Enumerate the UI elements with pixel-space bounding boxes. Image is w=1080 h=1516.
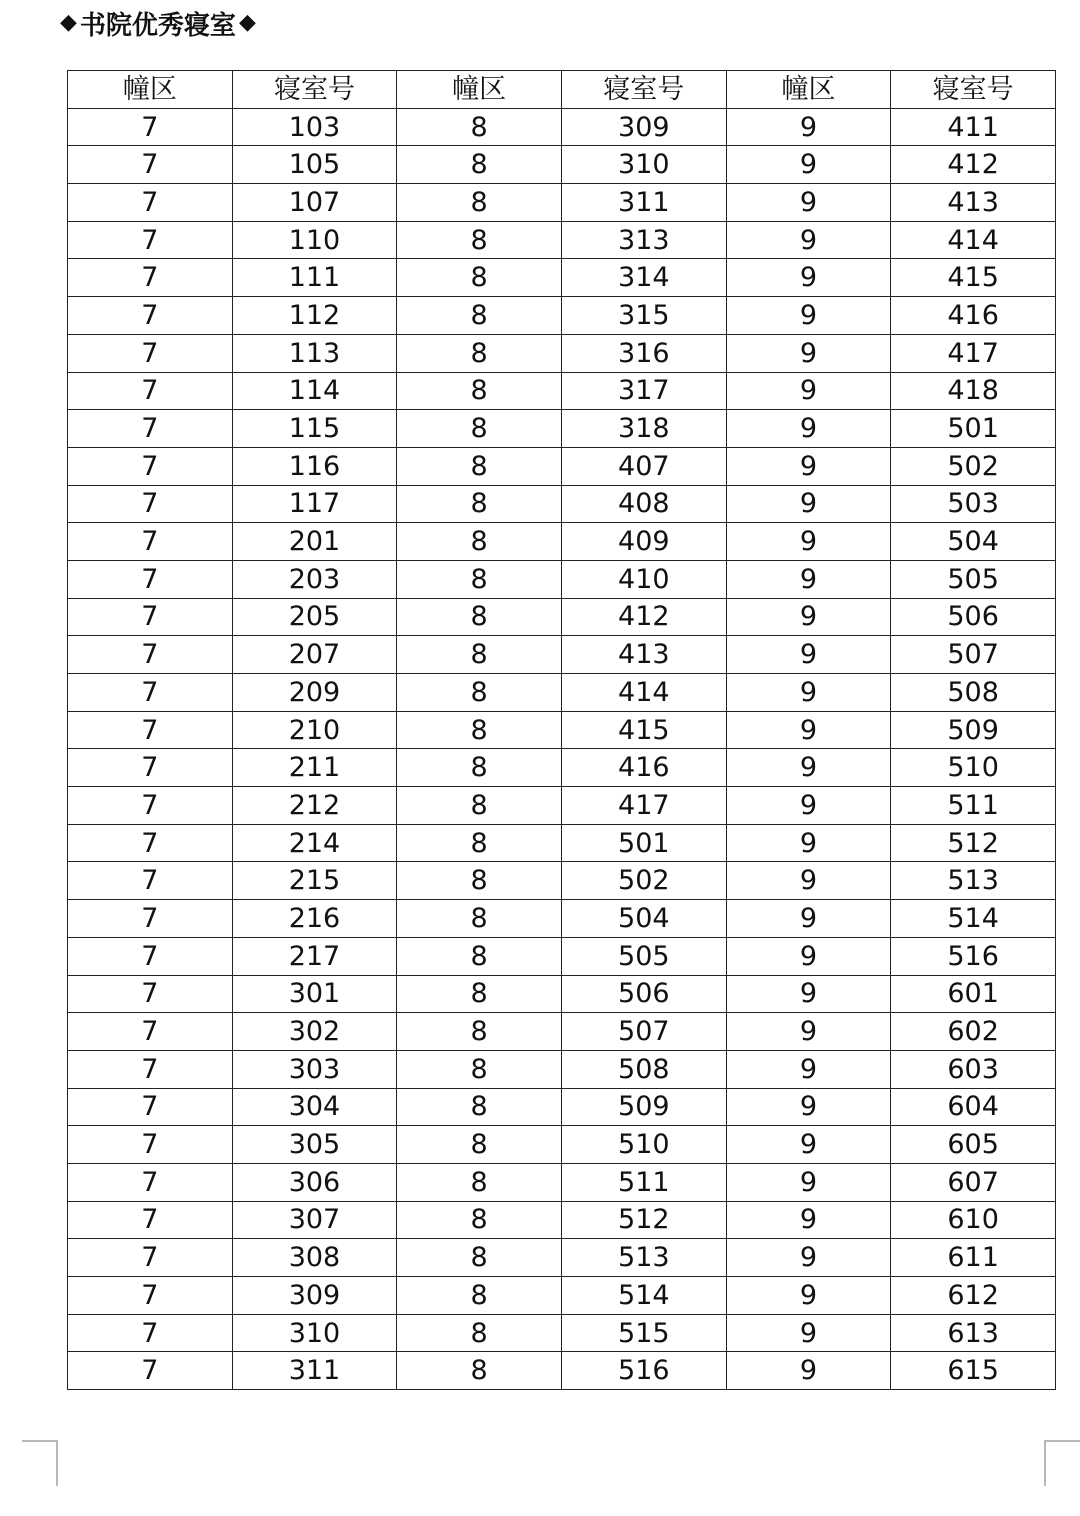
room-number-cell: 311 [561, 184, 726, 222]
table-row [68, 598, 1056, 636]
building-cell: 9 [726, 1201, 891, 1239]
room-number-cell: 412 [561, 598, 726, 636]
room-number-cell: 114 [232, 372, 397, 410]
building-cell: 9 [726, 1277, 891, 1315]
building-cell: 9 [726, 297, 891, 335]
building-cell: 8 [397, 334, 562, 372]
room-number-cell: 516 [891, 937, 1056, 975]
building-cell: 8 [397, 900, 562, 938]
building-cell: 9 [726, 787, 891, 825]
room-number-cell: 516 [561, 1352, 726, 1390]
room-number-cell: 413 [891, 184, 1056, 222]
room-number-cell: 212 [232, 787, 397, 825]
building-cell: 7 [68, 1314, 233, 1352]
room-number-cell: 112 [232, 297, 397, 335]
room-number-cell: 412 [891, 146, 1056, 184]
room-number-cell: 504 [561, 900, 726, 938]
building-cell: 7 [68, 523, 233, 561]
building-cell: 9 [726, 1163, 891, 1201]
column-header: 寝室号 [561, 71, 726, 109]
table-row [68, 674, 1056, 712]
room-number-cell: 414 [891, 221, 1056, 259]
building-cell: 8 [397, 1352, 562, 1390]
table-row [68, 900, 1056, 938]
room-number-cell: 301 [232, 975, 397, 1013]
room-number-cell: 307 [232, 1201, 397, 1239]
building-cell: 8 [397, 259, 562, 297]
building-cell: 8 [397, 410, 562, 448]
room-number-cell: 209 [232, 674, 397, 712]
building-cell: 7 [68, 862, 233, 900]
room-number-cell: 502 [561, 862, 726, 900]
building-cell: 9 [726, 749, 891, 787]
room-number-cell: 309 [561, 108, 726, 146]
building-cell: 7 [68, 485, 233, 523]
building-cell: 8 [397, 447, 562, 485]
room-number-cell: 604 [891, 1088, 1056, 1126]
table-row [68, 1013, 1056, 1051]
building-cell: 9 [726, 334, 891, 372]
table-row [68, 1050, 1056, 1088]
table-row [68, 259, 1056, 297]
room-number-cell: 311 [232, 1352, 397, 1390]
page-corner-mark-left [22, 1440, 58, 1486]
building-cell: 9 [726, 523, 891, 561]
building-cell: 7 [68, 410, 233, 448]
room-number-cell: 310 [561, 146, 726, 184]
room-number-cell: 510 [561, 1126, 726, 1164]
room-number-cell: 509 [891, 711, 1056, 749]
building-cell: 8 [397, 1088, 562, 1126]
room-number-cell: 314 [561, 259, 726, 297]
room-number-cell: 417 [561, 787, 726, 825]
room-number-cell: 116 [232, 447, 397, 485]
dorm-table [67, 70, 1056, 1390]
building-cell: 8 [397, 598, 562, 636]
room-number-cell: 511 [891, 787, 1056, 825]
building-cell: 8 [397, 560, 562, 598]
room-number-cell: 201 [232, 523, 397, 561]
table-row [68, 523, 1056, 561]
room-number-cell: 205 [232, 598, 397, 636]
room-number-cell: 505 [891, 560, 1056, 598]
building-cell: 8 [397, 975, 562, 1013]
building-cell: 9 [726, 1352, 891, 1390]
room-number-cell: 415 [561, 711, 726, 749]
building-cell: 7 [68, 1088, 233, 1126]
building-cell: 9 [726, 1126, 891, 1164]
table-row [68, 372, 1056, 410]
room-number-cell: 508 [561, 1050, 726, 1088]
building-cell: 9 [726, 184, 891, 222]
room-number-cell: 310 [232, 1314, 397, 1352]
building-cell: 7 [68, 1163, 233, 1201]
building-cell: 8 [397, 1277, 562, 1315]
building-cell: 7 [68, 975, 233, 1013]
room-number-cell: 613 [891, 1314, 1056, 1352]
building-cell: 7 [68, 1239, 233, 1277]
building-cell: 7 [68, 221, 233, 259]
building-cell: 8 [397, 1163, 562, 1201]
building-cell: 8 [397, 749, 562, 787]
room-number-cell: 408 [561, 485, 726, 523]
room-number-cell: 514 [891, 900, 1056, 938]
room-number-cell: 508 [891, 674, 1056, 712]
table-row [68, 560, 1056, 598]
building-cell: 8 [397, 711, 562, 749]
page-corner-mark-right [1044, 1440, 1080, 1486]
building-cell: 7 [68, 824, 233, 862]
room-number-cell: 515 [561, 1314, 726, 1352]
document-title-text: 书院优秀寝室 [79, 10, 236, 41]
column-header: 幢区 [397, 71, 562, 109]
table-row [68, 1201, 1056, 1239]
building-cell: 7 [68, 711, 233, 749]
room-number-cell: 505 [561, 937, 726, 975]
room-number-cell: 418 [891, 372, 1056, 410]
room-number-cell: 612 [891, 1277, 1056, 1315]
building-cell: 9 [726, 485, 891, 523]
building-cell: 8 [397, 674, 562, 712]
room-number-cell: 509 [561, 1088, 726, 1126]
building-cell: 9 [726, 108, 891, 146]
room-number-cell: 117 [232, 485, 397, 523]
room-number-cell: 309 [232, 1277, 397, 1315]
table-body [68, 108, 1056, 1389]
room-number-cell: 105 [232, 146, 397, 184]
table-row [68, 1277, 1056, 1315]
building-cell: 7 [68, 297, 233, 335]
room-number-cell: 308 [232, 1239, 397, 1277]
room-number-cell: 111 [232, 259, 397, 297]
room-number-cell: 605 [891, 1126, 1056, 1164]
room-number-cell: 507 [891, 636, 1056, 674]
building-cell: 8 [397, 184, 562, 222]
room-number-cell: 603 [891, 1050, 1056, 1088]
building-cell: 7 [68, 1126, 233, 1164]
building-cell: 7 [68, 334, 233, 372]
building-cell: 7 [68, 937, 233, 975]
room-number-cell: 511 [561, 1163, 726, 1201]
column-header: 幢区 [68, 71, 233, 109]
building-cell: 7 [68, 184, 233, 222]
room-number-cell: 506 [891, 598, 1056, 636]
room-number-cell: 302 [232, 1013, 397, 1051]
table-row [68, 862, 1056, 900]
document-title [60, 6, 256, 40]
table-row [68, 937, 1056, 975]
room-number-cell: 502 [891, 447, 1056, 485]
room-number-cell: 305 [232, 1126, 397, 1164]
room-number-cell: 207 [232, 636, 397, 674]
room-number-cell: 501 [561, 824, 726, 862]
building-cell: 8 [397, 824, 562, 862]
room-number-cell: 211 [232, 749, 397, 787]
room-number-cell: 417 [891, 334, 1056, 372]
building-cell: 8 [397, 787, 562, 825]
building-cell: 7 [68, 447, 233, 485]
column-header: 寝室号 [891, 71, 1056, 109]
room-number-cell: 512 [561, 1201, 726, 1239]
room-number-cell: 409 [561, 523, 726, 561]
table-row [68, 711, 1056, 749]
building-cell: 8 [397, 146, 562, 184]
building-cell: 7 [68, 560, 233, 598]
table-row [68, 146, 1056, 184]
building-cell: 8 [397, 636, 562, 674]
building-cell: 9 [726, 937, 891, 975]
room-number-cell: 513 [891, 862, 1056, 900]
room-number-cell: 203 [232, 560, 397, 598]
room-number-cell: 410 [561, 560, 726, 598]
building-cell: 7 [68, 372, 233, 410]
table-row [68, 297, 1056, 335]
room-number-cell: 602 [891, 1013, 1056, 1051]
room-number-cell: 611 [891, 1239, 1056, 1277]
room-number-cell: 501 [891, 410, 1056, 448]
table-row [68, 1239, 1056, 1277]
building-cell: 9 [726, 447, 891, 485]
building-cell: 9 [726, 1050, 891, 1088]
room-number-cell: 506 [561, 975, 726, 1013]
building-cell: 9 [726, 221, 891, 259]
building-cell: 8 [397, 862, 562, 900]
room-number-cell: 304 [232, 1088, 397, 1126]
building-cell: 8 [397, 523, 562, 561]
building-cell: 7 [68, 1013, 233, 1051]
building-cell: 7 [68, 900, 233, 938]
building-cell: 7 [68, 108, 233, 146]
building-cell: 9 [726, 636, 891, 674]
building-cell: 7 [68, 259, 233, 297]
room-number-cell: 415 [891, 259, 1056, 297]
table-row [68, 184, 1056, 222]
building-cell: 7 [68, 598, 233, 636]
room-number-cell: 507 [561, 1013, 726, 1051]
building-cell: 8 [397, 1126, 562, 1164]
building-cell: 7 [68, 146, 233, 184]
room-number-cell: 615 [891, 1352, 1056, 1390]
building-cell: 8 [397, 108, 562, 146]
room-number-cell: 316 [561, 334, 726, 372]
building-cell: 9 [726, 410, 891, 448]
building-cell: 8 [397, 1013, 562, 1051]
building-cell: 9 [726, 975, 891, 1013]
building-cell: 9 [726, 1314, 891, 1352]
room-number-cell: 303 [232, 1050, 397, 1088]
room-number-cell: 210 [232, 711, 397, 749]
building-cell: 9 [726, 1088, 891, 1126]
table-row [68, 824, 1056, 862]
building-cell: 7 [68, 1201, 233, 1239]
room-number-cell: 315 [561, 297, 726, 335]
building-cell: 7 [68, 1277, 233, 1315]
room-number-cell: 504 [891, 523, 1056, 561]
table-row [68, 1088, 1056, 1126]
table-header-row [68, 71, 1056, 109]
table-row [68, 636, 1056, 674]
room-number-cell: 306 [232, 1163, 397, 1201]
table-row [68, 485, 1056, 523]
room-number-cell: 113 [232, 334, 397, 372]
building-cell: 7 [68, 787, 233, 825]
building-cell: 8 [397, 1314, 562, 1352]
room-number-cell: 217 [232, 937, 397, 975]
building-cell: 8 [397, 485, 562, 523]
building-cell: 9 [726, 1239, 891, 1277]
table-row [68, 1352, 1056, 1390]
room-number-cell: 416 [561, 749, 726, 787]
building-cell: 7 [68, 749, 233, 787]
room-number-cell: 317 [561, 372, 726, 410]
room-number-cell: 214 [232, 824, 397, 862]
room-number-cell: 215 [232, 862, 397, 900]
building-cell: 8 [397, 937, 562, 975]
table-row [68, 1126, 1056, 1164]
room-number-cell: 313 [561, 221, 726, 259]
building-cell: 7 [68, 1050, 233, 1088]
building-cell: 9 [726, 900, 891, 938]
column-header: 寝室号 [232, 71, 397, 109]
building-cell: 7 [68, 674, 233, 712]
room-number-cell: 601 [891, 975, 1056, 1013]
room-number-cell: 107 [232, 184, 397, 222]
room-number-cell: 414 [561, 674, 726, 712]
room-number-cell: 110 [232, 221, 397, 259]
table-row [68, 447, 1056, 485]
building-cell: 8 [397, 1201, 562, 1239]
diamond-bullet-icon: ◆ [60, 10, 77, 35]
column-header: 幢区 [726, 71, 891, 109]
building-cell: 8 [397, 221, 562, 259]
room-number-cell: 413 [561, 636, 726, 674]
room-number-cell: 512 [891, 824, 1056, 862]
building-cell: 9 [726, 711, 891, 749]
table-row [68, 410, 1056, 448]
room-number-cell: 115 [232, 410, 397, 448]
diamond-bullet-icon: ◆ [238, 10, 256, 35]
room-number-cell: 103 [232, 108, 397, 146]
room-number-cell: 607 [891, 1163, 1056, 1201]
room-number-cell: 513 [561, 1239, 726, 1277]
building-cell: 9 [726, 598, 891, 636]
table-row [68, 108, 1056, 146]
table-row [68, 749, 1056, 787]
building-cell: 8 [397, 1239, 562, 1277]
room-number-cell: 216 [232, 900, 397, 938]
building-cell: 9 [726, 862, 891, 900]
table-row [68, 334, 1056, 372]
building-cell: 9 [726, 560, 891, 598]
building-cell: 9 [726, 259, 891, 297]
building-cell: 8 [397, 372, 562, 410]
table-row [68, 975, 1056, 1013]
room-number-cell: 416 [891, 297, 1056, 335]
room-number-cell: 318 [561, 410, 726, 448]
room-number-cell: 514 [561, 1277, 726, 1315]
building-cell: 7 [68, 636, 233, 674]
building-cell: 8 [397, 1050, 562, 1088]
building-cell: 8 [397, 297, 562, 335]
table-row [68, 221, 1056, 259]
room-number-cell: 411 [891, 108, 1056, 146]
building-cell: 9 [726, 146, 891, 184]
building-cell: 7 [68, 1352, 233, 1390]
table-row [68, 1314, 1056, 1352]
building-cell: 9 [726, 1013, 891, 1051]
table-row [68, 1163, 1056, 1201]
building-cell: 9 [726, 824, 891, 862]
room-number-cell: 510 [891, 749, 1056, 787]
building-cell: 9 [726, 674, 891, 712]
building-cell: 9 [726, 372, 891, 410]
table-row [68, 787, 1056, 825]
room-number-cell: 503 [891, 485, 1056, 523]
room-number-cell: 407 [561, 447, 726, 485]
room-number-cell: 610 [891, 1201, 1056, 1239]
